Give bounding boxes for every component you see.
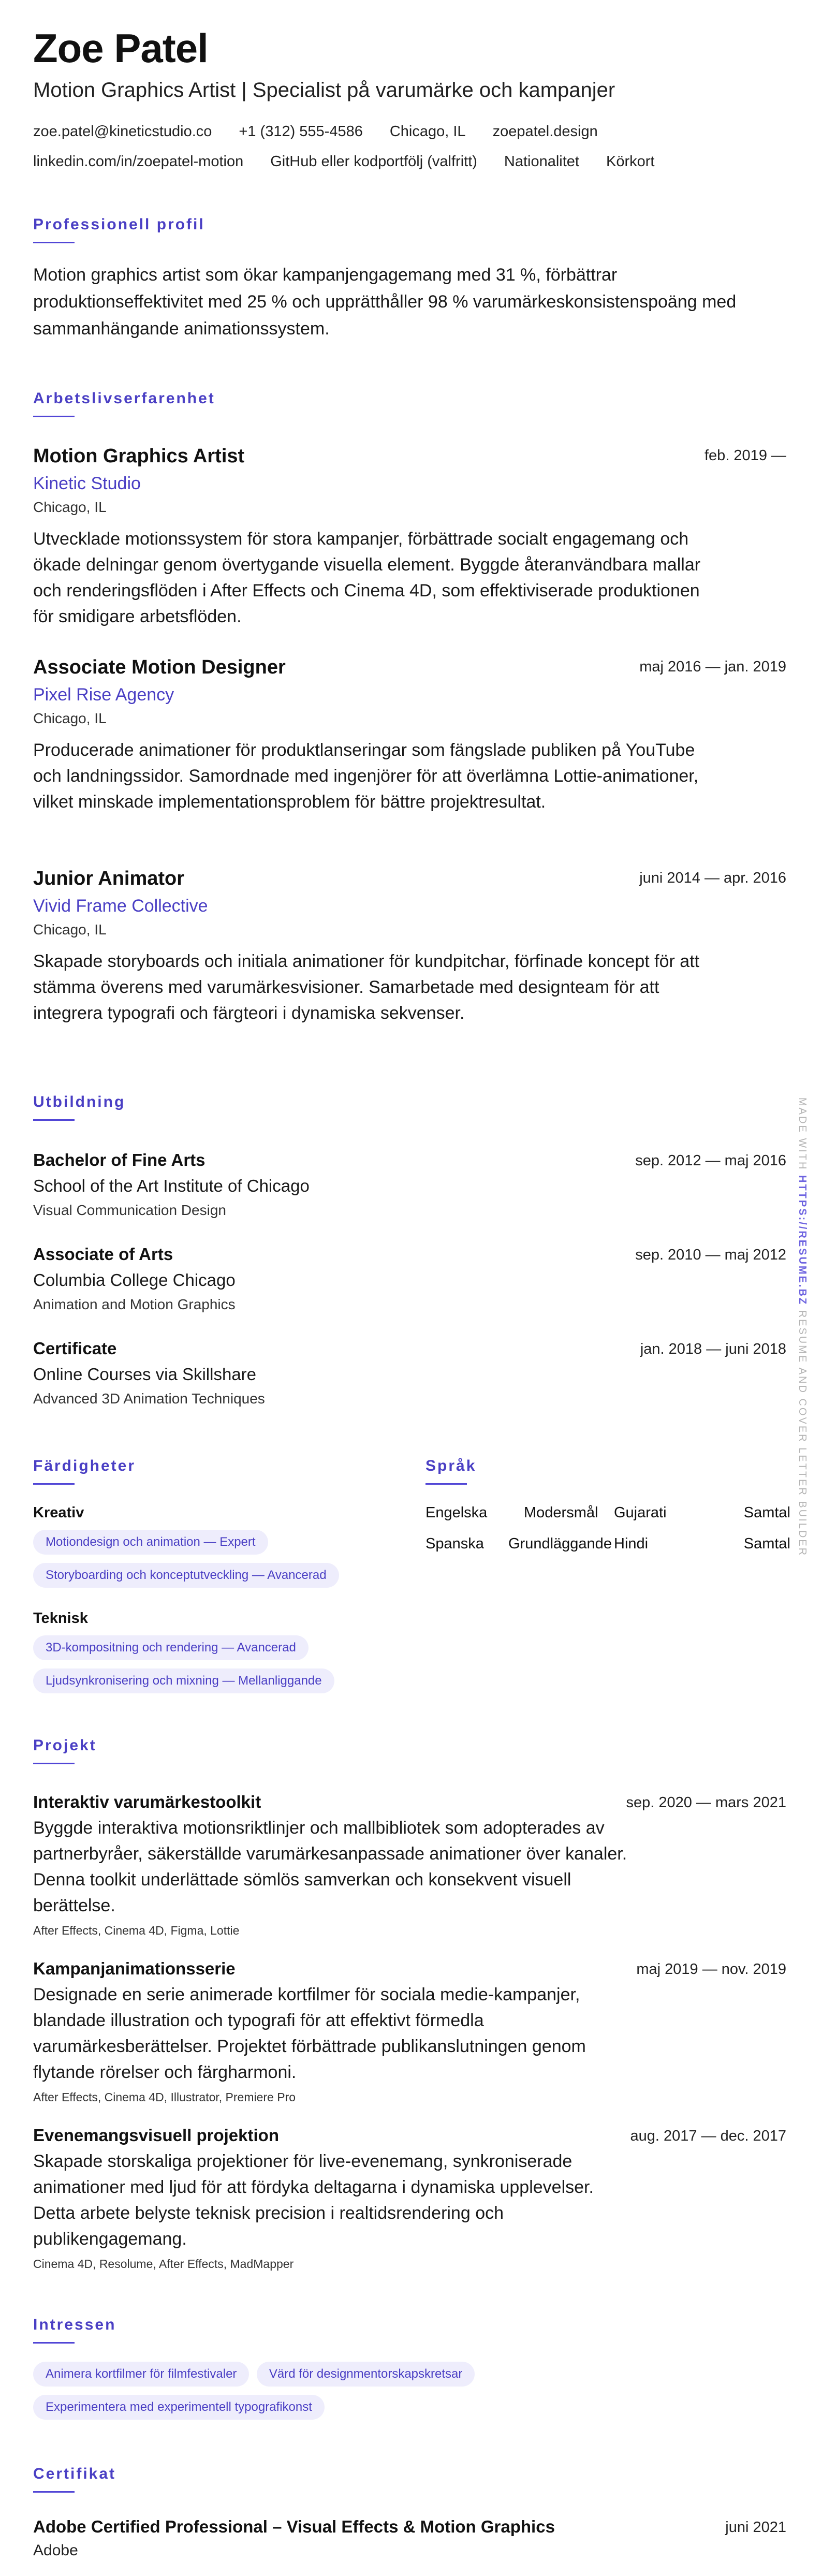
section-title-experience: Arbetslivserfarenhet [33,390,215,407]
language-level: Modersmål [524,1504,598,1521]
contact-linkedin[interactable]: linkedin.com/in/zoepatel-motion [33,153,244,170]
skill-tag: Motiondesign och animation — Expert [33,1530,268,1555]
language-name: Hindi [614,1535,649,1552]
experience-entry [33,868,786,1026]
language-name: Gujarati [614,1504,667,1521]
profile-summary: Motion graphics artist som ökar kampanjengagemang med 31 %, förbättrar produktionseffektivitet med 25 % och upprätthåller 98 % varumärkeskonsistenspoäng med sammanhängande animationssystem. [33,265,737,339]
job-title: Associate Motion Designer [33,656,286,678]
project-tech: After Effects, Cinema 4D, Figma, Lottie [33,1924,240,1937]
job-description: Producerade animationer för produktlanseringar som fängslade publiken på YouTube och landningssidor. Samordnade med ingenjörer för att överlämna Lottie-animationer, vilket minskade implementationsproblem för bättre projektresultat. [33,740,699,812]
project-date: aug. 2017 — dec. 2017 [630,2128,786,2144]
education-entry [33,1245,786,1313]
project-title: Evenemangsvisuell projektion [33,2126,279,2145]
contact-nationality: Nationalitet [504,153,579,170]
section-title-certificates: Certifikat [33,2465,116,2482]
contact-license: Körkort [606,153,655,170]
contact-phone[interactable]: +1 (312) 555-4586 [239,123,363,140]
education-field: Visual Communication Design [33,1202,226,1218]
education-field: Advanced 3D Animation Techniques [33,1391,265,1407]
project-date: sep. 2020 — mars 2021 [626,1794,786,1811]
interest-tag: Animera kortfilmer för filmfestivaler [33,2362,249,2387]
job-location: Chicago, IL [33,921,107,938]
skill-group-title: Teknisk [33,1610,88,1627]
education-institution: Columbia College Chicago [33,1270,236,1290]
headline: Motion Graphics Artist | Specialist på varumärke och kampanjer [33,79,615,101]
section-rule [33,2491,75,2493]
section-rule [33,1483,75,1485]
language-name: Spanska [425,1535,484,1552]
language-level: Samtal [743,1535,790,1552]
education-field: Animation and Motion Graphics [33,1296,236,1312]
section-certificates [33,2465,116,2493]
section-rule [33,1119,75,1121]
job-description: Utvecklade motionssystem för stora kampanjer, förbättrade socialt engagemang och ökade delningar genom övertygande visuella element. Byggde återanvändbara mallar och renderingsflöden i After Effects och Cinema 4D, som effektiviserade produktionen för smidigare arbetsflöden. [33,529,701,626]
language-level: Grundläggande [508,1535,612,1552]
language-row [425,1535,790,1556]
skill-tag: Ljudsynkronisering och mixning — Mellanliggande [33,1668,334,1693]
experience-entry [33,656,786,815]
interest-tag: Värd för designmentorskapskretsar [257,2362,475,2387]
skill-tag: Storyboarding och konceptutveckling — Avancerad [33,1563,339,1588]
section-title-education: Utbildning [33,1093,126,1110]
project-title: Interaktiv varumärkestoolkit [33,1792,261,1811]
education-entry [33,1339,786,1407]
contact-row-secondary [33,153,654,170]
candidate-name: Zoe Patel [33,25,208,71]
skill-group [33,1504,395,1588]
section-languages [425,1457,476,1485]
section-interests [33,2316,116,2344]
language-name: Engelska [425,1504,488,1521]
made-with-prefix: MADE WITH [797,1097,808,1171]
project-tech: After Effects, Cinema 4D, Illustrator, Premiere Pro [33,2090,296,2104]
education-date: jan. 2018 — juni 2018 [640,1341,786,1357]
job-description: Skapade storyboards och initiala animationer för kundpitchar, förfinade koncept för att stämma överens med varumärkesvisioner. Samarbetade med designteam för att integrera typografi och färgteori i dynamiska sekvenser. [33,952,700,1023]
project-description: Byggde interaktiva motionsriktlinjer och mallbibliotek som adopterades av partnerbyråer, säkerställde varumärkesanpassade animationer över kanaler. Denna toolkit underlättade sömlös samverkan och konsekvent visuell berättelse. [33,1818,627,1915]
job-date: maj 2016 — jan. 2019 [639,658,786,675]
section-title-interests: Intressen [33,2316,116,2333]
section-education [33,1093,125,1121]
education-degree: Bachelor of Fine Arts [33,1150,206,1169]
section-title-skills: Färdigheter [33,1457,136,1474]
section-skills [33,1457,136,1485]
contact-email[interactable]: zoe.patel@kineticstudio.co [33,123,212,140]
job-title: Junior Animator [33,868,185,889]
project-tech: Cinema 4D, Resolume, After Effects, MadMapper [33,2257,294,2271]
section-title-profile: Professionell profil [33,216,205,233]
section-experience [33,390,215,417]
education-institution: Online Courses via Skillshare [33,1365,257,1384]
job-location: Chicago, IL [33,710,107,726]
education-date: sep. 2010 — maj 2012 [635,1247,786,1263]
certificate-issuer: Adobe [33,2542,78,2559]
education-degree: Associate of Arts [33,1245,173,1264]
language-level: Samtal [743,1504,790,1521]
section-title-projects: Projekt [33,1737,97,1754]
job-company: Pixel Rise Agency [33,685,174,705]
project-entry [33,1959,786,2104]
section-title-languages: Språk [425,1457,477,1474]
made-with-link[interactable]: HTTPS://RESUME.BZ [797,1175,808,1306]
section-rule [33,242,75,243]
section-rule [425,1483,467,1485]
language-row [425,1504,790,1525]
job-date: feb. 2019 — [704,447,786,464]
education-degree: Certificate [33,1339,117,1358]
certificate-entry [33,2517,786,2559]
skill-group-title: Kreativ [33,1504,84,1521]
interest-tag: Experimentera med experimentell typografikonst [33,2395,325,2420]
education-date: sep. 2012 — maj 2016 [635,1152,786,1169]
certificate-date: juni 2021 [725,2519,786,2536]
section-rule [33,416,75,417]
section-projects [33,1737,97,1764]
section-profile [33,216,205,243]
job-date: juni 2014 — apr. 2016 [639,870,786,886]
certificate-title: Adobe Certified Professional – Visual Effects & Motion Graphics [33,2517,555,2536]
made-with-label [796,1097,808,1557]
contact-github[interactable]: GitHub eller kodportfölj (valfritt) [270,153,477,170]
project-description: Designade en serie animerade kortfilmer för sociala medie-kampanjer, blandade illustration och typografi för att effektivt förmedla varumärkesberättelser. Projektet förbättrade publikanslutningen genom flytande rörelser och färgharmoni. [33,1985,586,2082]
project-date: maj 2019 — nov. 2019 [636,1961,786,1978]
skill-tag: 3D-kompositning och rendering — Avancerad [33,1635,309,1660]
section-rule [33,2342,75,2344]
experience-entry [33,445,786,630]
job-company: Kinetic Studio [33,474,141,493]
job-company: Vivid Frame Collective [33,896,208,916]
contact-location: Chicago, IL [389,123,466,140]
education-entry [33,1150,786,1219]
project-entry [33,2126,786,2271]
project-title: Kampanjanimationsserie [33,1959,236,1978]
contact-row-primary [33,123,598,140]
project-entry [33,1792,786,1938]
project-description: Skapade storskaliga projektioner för live-evenemang, synkroniserade animationer med ljud för att fördyka deltagarna i dynamiska upplevelser. Detta arbete belyste teknisk precision i realtidsrendering och publikengagemang. [33,2151,594,2249]
job-title: Motion Graphics Artist [33,445,245,467]
skill-group [33,1610,395,1693]
job-location: Chicago, IL [33,499,107,515]
made-with-suffix: RESUME AND COVER LETTER BUILDER [797,1310,808,1557]
education-institution: School of the Art Institute of Chicago [33,1176,310,1195]
interests-list [33,2362,786,2420]
section-rule [33,1763,75,1764]
contact-website[interactable]: zoepatel.design [492,123,598,140]
